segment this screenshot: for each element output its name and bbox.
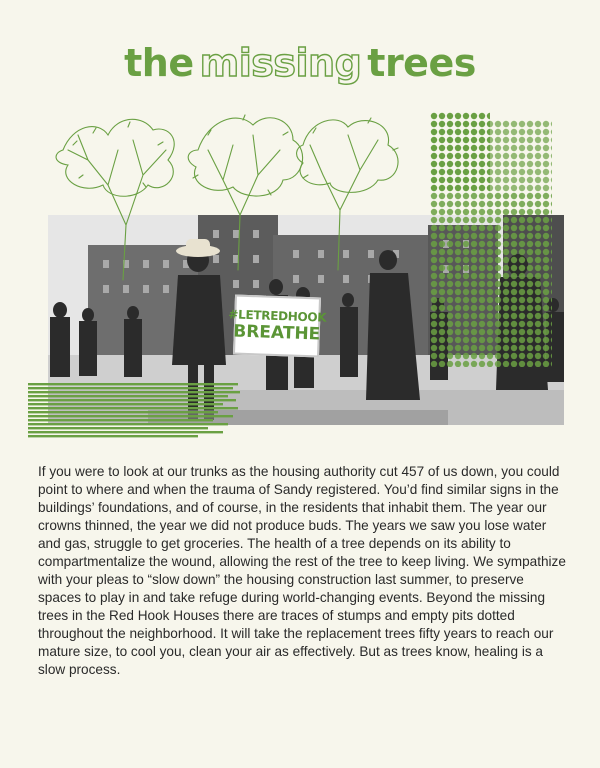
sign-hashtag: #LETREDHOOK [228,307,327,325]
title-word-the: the [124,41,194,85]
green-stripe-overlay [28,383,243,443]
title-word-trees: trees [367,41,476,85]
article-body: If you were to look at our trunks as the housing authority cut 457 of us down, you could point to where and when the trauma of Sandy registered. You’d find similar signs in the buildings’ foundations, and of course, in the residents that inhabit them. The year our crowns thinned, the year we did not produce buds. The years we saw you lose water and gas, struggle to get groceries. The health of a tree depends on its ability to compartmentalize the wound, allowing the rest of the tree to keep living. We sympathize with your pleas to “slow down” the housing construction last summer, to preserve spaces to play in and take refuge during world-changing events. Beyond the missing trees in the Red Hook Houses there are traces of stumps and empty pits dotted throughout the neighborhood. It will take the replacement trees fifty years to reach our mature size, to cool you, clean your air as effectively. But as trees know, healing is a slow process. [38,464,566,677]
title-word-missing: missing [199,41,362,85]
sign-word: BREATHE [232,321,321,345]
halftone-dot-overlay [430,112,555,372]
protest-sign [228,295,327,358]
tree-line-drawings [48,105,448,285]
